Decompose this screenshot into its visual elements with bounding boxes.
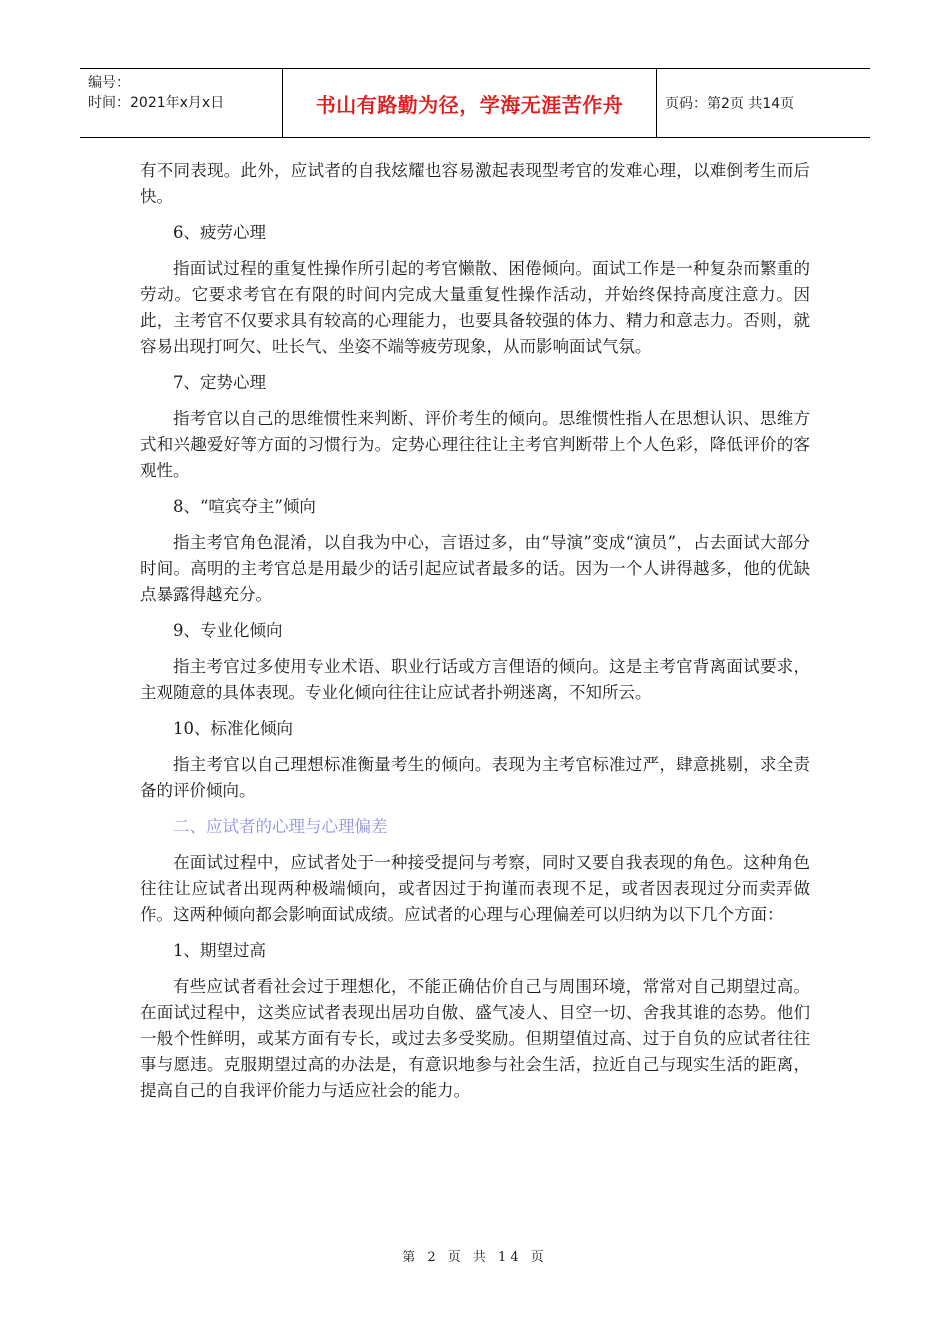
paragraph-specialization: 指主考官过多使用专业术语、职业行话或方言俚语的倾向。这是主考官背离面试要求，主观随意的具体表现。专业化倾向往往让应试者扑朔迷离，不知所云。 [140,657,810,702]
paragraph-mindset: 指考官以自己的思维惯性来判断、评价考生的倾向。思维惯性指人在思想认识、思维方式和兴趣爱好等方面的习惯行为。定势心理往往让主考官判断带上个人色彩，降低评价的客观性。 [140,409,810,480]
serial-label: 编号： [88,75,130,91]
header-table [80,68,870,138]
section-heading-candidate: 二、应试者的心理与心理偏差 [173,817,388,836]
heading-dominance: 8、“喧宾夺主”倾向 [173,497,316,516]
page-footer: 第 2 页 共 14 页 [402,1250,548,1265]
time-label: 时间：2021年x月x日 [88,95,225,111]
document-body [140,158,810,1114]
heading-high-expectation: 1、期望过高 [173,941,266,960]
paragraph-fatigue: 指面试过程的重复性操作所引起的考官懒散、困倦倾向。面试工作是一种复杂而繁重的劳动。它要求考官在有限的时间内完成大量重复性操作活动，并始终保持高度注意力。因此，主考官不仅要求具有较高的心理能力，也要具备较强的体力、精力和意志力。否则，就容易出现打呵欠、吐长气、坐姿不端等疲劳现象，从而影响面试气氛。 [140,259,810,356]
paragraph-high-expectation: 有些应试者看社会过于理想化，不能正确估价自己与周围环境，常常对自己期望过高。在面试过程中，这类应试者表现出居功自傲、盛气凌人、目空一切、舍我其谁的态势。他们一般个性鲜明，或某方面有专长，或过去多受奖励。但期望值过高、过于自负的应试者往往事与愿违。克服期望过高的办法是，有意识地参与社会生活，拉近自己与现实生活的距离，提高自己的自我评价能力与适应社会的能力。 [140,977,810,1100]
paragraph-continued: 有不同表现。此外，应试者的自我炫耀也容易激起表现型考官的发难心理，以难倒考生而后快。 [140,161,810,206]
header-page-info: 页码：第2页 共14页 [665,96,795,112]
header-motto: 书山有路勤为径，学海无涯苦作舟 [282,69,657,137]
paragraph-standardization: 指主考官以自己理想标准衡量考生的倾向。表现为主考官标准过严，肆意挑剔，求全责备的评价倾向。 [140,755,810,800]
heading-standardization: 10、标准化倾向 [173,719,293,738]
heading-specialization: 9、专业化倾向 [173,621,283,640]
paragraph-dominance: 指主考官角色混淆，以自我为中心，言语过多，由“导演”变成“演员”，占去面试大部分时间。高明的主考官总是用最少的话引起应试者最多的话。因为一个人讲得越多，他的优缺点暴露得越充分。 [140,533,810,604]
heading-mindset: 7、定势心理 [173,373,266,392]
paragraph-candidate-intro: 在面试过程中，应试者处于一种接受提问与考察，同时又要自我表现的角色。这种角色往往让应试者出现两种极端倾向，或者因过于拘谨而表现不足，或者因表现过分而卖弄做作。这两种倾向都会影响面试成绩。应试者的心理与心理偏差可以归纳为以下几个方面： [140,853,810,924]
heading-fatigue: 6、疲劳心理 [173,223,266,242]
header-info-cell [80,69,282,137]
